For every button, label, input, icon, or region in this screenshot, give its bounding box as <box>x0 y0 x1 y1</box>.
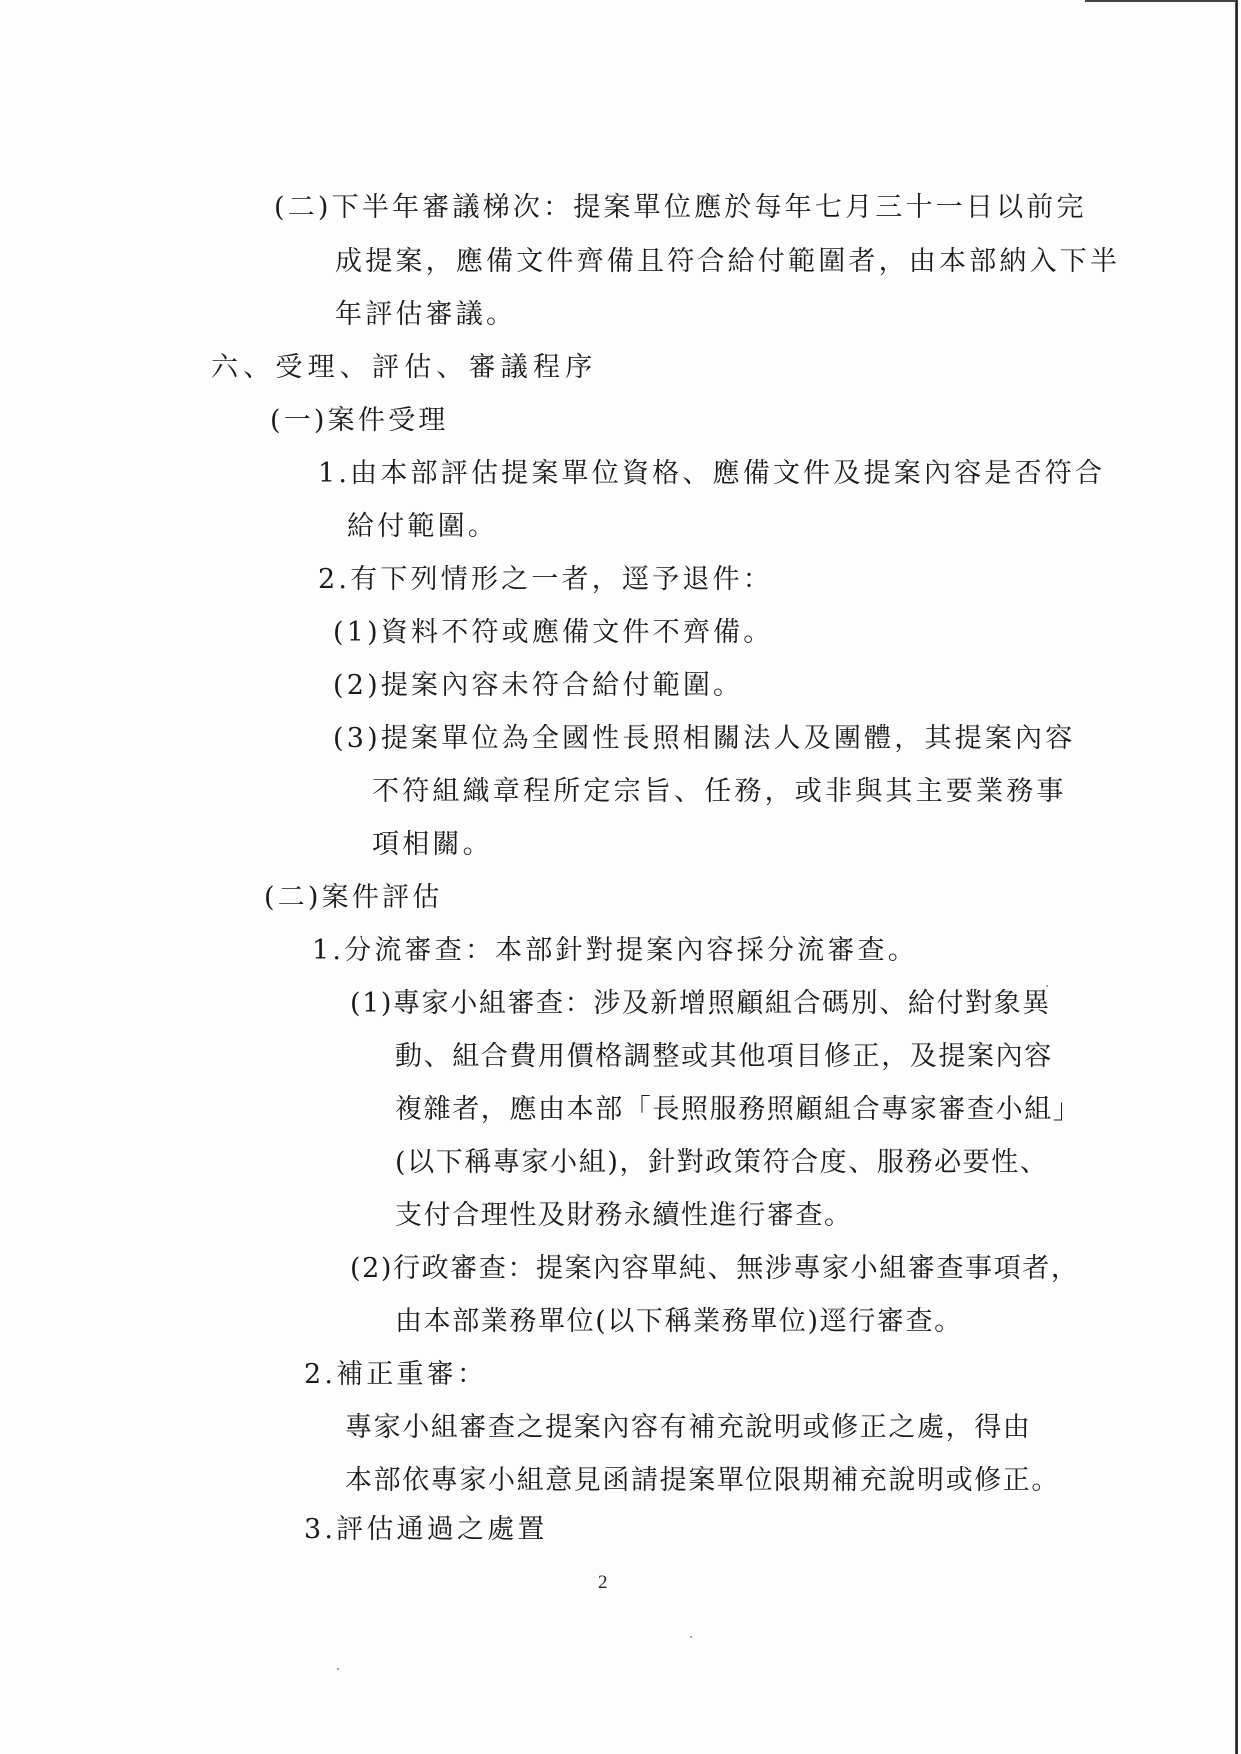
item-1-triage-review: 1.分流審查：本部針對提案內容採分流審查。 <box>312 935 918 966</box>
page-number: 2 <box>598 1572 608 1593</box>
subsection-1-case-intake-heading: (一)案件受理 <box>270 405 449 436</box>
scan-speck <box>337 1668 339 1670</box>
condition-3-line-3: 項相關。 <box>372 829 493 860</box>
admin-review-line-2: 由本部業務單位(以下稱業務單位)逕行審查。 <box>395 1306 963 1337</box>
correction-rereview-line-2: 本部依專家小組意見函請提案單位限期補充說明或修正。 <box>345 1465 1060 1496</box>
expert-review-line-1: (1)專家小組審查：涉及新增照顧組合碼別、給付對象異 <box>350 988 1051 1019</box>
expert-review-line-5: 支付合理性及財務永續性進行審查。 <box>395 1200 853 1231</box>
chapter-6-heading: 六、受理、評估、審議程序 <box>211 352 598 383</box>
item-1-eligibility-line-2: 給付範圍。 <box>347 511 498 542</box>
condition-3-line-2: 不符組織章程所定宗旨、任務，或非與其主要業務事 <box>372 776 1067 807</box>
expert-review-line-4: (以下稱專家小組)，針對政策符合度、服務必要性、 <box>395 1147 1049 1178</box>
condition-2: (2)提案內容未符合給付範圍。 <box>333 670 744 701</box>
item-1-eligibility-line-1: 1.由本部評估提案單位資格、應備文件及提案內容是否符合 <box>318 458 1106 489</box>
section-2-second-half-review-line-1: (二)下半年審議梯次：提案單位應於每年七月三十一日以前完 <box>274 192 1087 223</box>
item-2-rejection-conditions: 2.有下列情形之一者，逕予退件： <box>318 564 773 595</box>
admin-review-line-1: (2)行政審查：提案內容單純、無涉專家小組審查事項者， <box>350 1253 1080 1284</box>
expert-review-line-2: 動、組合費用價格調整或其他項目修正，及提案內容 <box>395 1041 1053 1072</box>
item-2-correction-rereview-heading: 2.補正重審： <box>304 1359 488 1390</box>
section-2-second-half-review-line-2: 成提案，應備文件齊備且符合給付範圍者，由本部納入下半 <box>335 246 1121 277</box>
scan-speck <box>1046 985 1048 987</box>
section-2-second-half-review-line-3: 年評估審議。 <box>335 299 517 330</box>
condition-3-line-1: (3)提案單位為全國性長照相關法人及團體，其提案內容 <box>333 723 1076 754</box>
scan-speck <box>690 1636 692 1638</box>
correction-rereview-line-1: 專家小組審查之提案內容有補充說明或修正之處，得由 <box>345 1412 1032 1443</box>
expert-review-line-3: 複雜者，應由本部「長照服務照顧組合專家審查小組」 <box>395 1094 1082 1125</box>
subsection-2-case-evaluation-heading: (二)案件評估 <box>264 882 443 913</box>
scan-border-top <box>1085 0 1238 2</box>
condition-1: (1)資料不符或應備文件不齊備。 <box>333 617 774 648</box>
item-3-post-approval-handling-heading: 3.評估通過之處置 <box>304 1514 548 1545</box>
scan-border-right <box>1235 0 1238 1754</box>
